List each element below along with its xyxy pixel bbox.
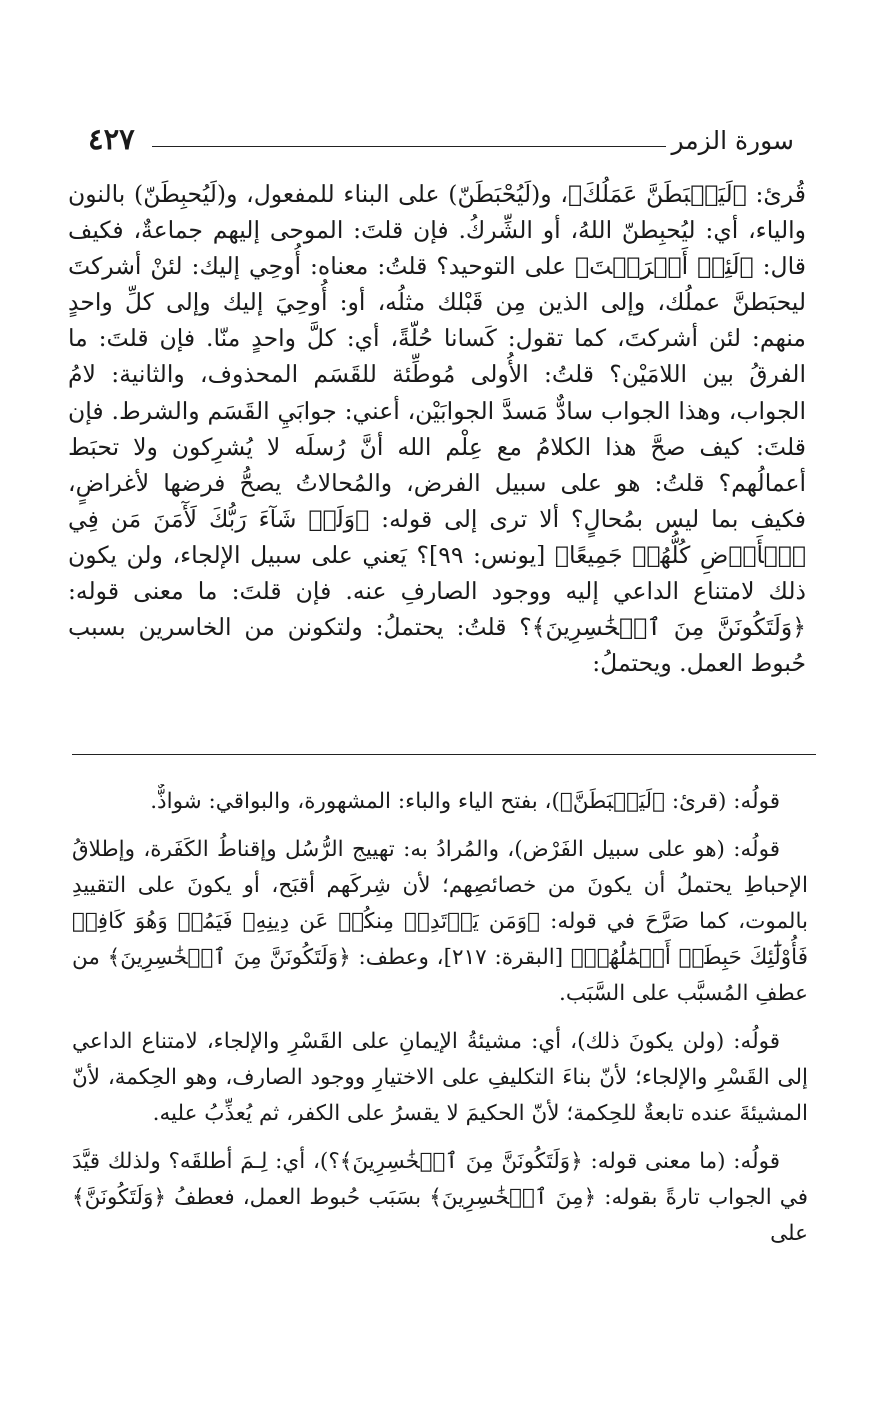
footnote-separator xyxy=(72,754,816,755)
surah-title: سورة الزمر xyxy=(671,126,794,155)
commentary-paragraph: قولُه: (ما معنى قوله: ﴿وَلَتَكُونَنَّ مِنَ ٱلۡخَٰسِرِينَ﴾؟)، أي: لِـمَ أطلقَه؟ ولذلك قيَّدَ في الجواب تارةً بقوله: ﴿مِنَ ٱلۡخَٰسِرِينَ﴾ بسَبَب حُبوط العمل، فعطفُ ﴿وَلَتَكُونَنَّ﴾ على xyxy=(72,1149,808,1246)
page-number: ٤٢٧ xyxy=(88,122,135,156)
header-rule xyxy=(152,146,666,147)
page-header xyxy=(88,118,794,166)
commentary-section xyxy=(72,784,808,1409)
main-text-body: قُرئ: ﴿لَيَحۡبَطَنَّ عَمَلُكَ﴾، و(لَيُحْبَطَنّ) على البناء للمفعول، و(لَيُحبِطَنّ) بالنون والياء، أي: ليُحبِطنّ اللهُ، أو الشِّركُ. فإن قلتَ: الموحى إليهم جماعةٌ، فكيف قال: ﴿لَئِنۡ أَشۡرَكۡتَ﴾ على التوحيد؟ قلتُ: معناه: أُوحِي إليك: لئنْ أشركتَ ليحبَطنَّ عملُك، وإلى الذين مِن قَبْلك مثلُه، أو: أُوحِيَ إليك وإلى كلِّ واحدٍ منهم: لئن أشركتَ، كما تقول: كَسانا حُلّةً، أي: كلَّ واحدٍ منّا. فإن قلتَ: ما الفرقُ بين اللامَيْن؟ قلتُ: الأُولى مُوطِّئة للقَسَم المحذوف، والثانية: لامُ الجواب، وهذا الجواب سادٌّ مَسدَّ الجوابَيْن، أعني: جوابَيِ القَسَم والشرط. فإن قلتَ: كيف صحَّ هذا الكلامُ مع عِلْم الله أنَّ رُسلَه لا يُشرِكون ولا تحبَط أعمالُهم؟ قلتُ: هو على سبيل الفرض، والمُحالاتُ يصحُّ فرضها لأغراضٍ، فكيف بما ليس بمُحالٍ؟ ألا ترى إلى قوله: ﴿وَلَوۡ شَآءَ رَبُّكَ لَأٓمَنَ مَن فِي ٱلۡأَرۡضِ كُلُّهُمۡ جَمِيعًا﴾ [يونس: ٩٩]؟ يَعني على سبيل الإلجاء، ولن يكون ذلك لامتناع الداعي إليه ووجود الصارفِ عنه. فإن قلتَ: ما معنى قوله: ﴿وَلَتَكُونَنَّ مِنَ ٱلۡخَٰسِرِينَ﴾؟ قلتُ: يحتملُ: ولتكونن من الخاسرين بسبب حُبوط العمل. ويحتملُ: xyxy=(68,180,806,678)
commentary-paragraph: قولُه: (قرئ: ﴿لَيَحۡبَطَنَّ﴾)، بفتح الياء والباء: المشهورة، والبواقي: شواذٌّ. xyxy=(150,789,780,814)
commentary-paragraph: قولُه: (هو على سبيل الفَرْض)، والمُرادُ به: تهييج الرُّسُل وإقناطُ الكَفَرة، وإطلاقُ الإحباطِ يحتملُ أن يكونَ من خصائصِهم؛ لأن شِركَهم أقبَح، أو يكونَ على التقييدِ بالموت، كما صَرَّحَ في قوله: ﴿وَمَن يَرۡتَدِدۡ مِنكُمۡ عَن دِينِهِۦ فَيَمُتۡ وَهُوَ كَافِرٞ فَأُوْلَٰٓئِكَ حَبِطَتۡ أَعۡمَٰلُهُمۡ﴾ [البقرة: ٢١٧]، وعطف: ﴿وَلَتَكُونَنَّ مِنَ ٱلۡخَٰسِرِينَ﴾ من عطفِ المُسبَّب على السَّبَب. xyxy=(72,837,808,1006)
commentary-paragraph: قولُه: (ولن يكونَ ذلك)، أي: مشيئةُ الإيمانِ على القَسْرِ والإلجاء، لامتناع الداعي إلى القَسْرِ والإلجاء؛ لأنّ بناءَ التكليفِ على الاختيارِ ووجود الصارف، وهو الحِكمة، لأنّ المشيئةَ عنده تابعةٌ للحِكمة؛ لأنّ الحكيمَ لا يقسرُ على الكفر، ثم يُعذِّبُ عليه. xyxy=(72,1029,808,1126)
